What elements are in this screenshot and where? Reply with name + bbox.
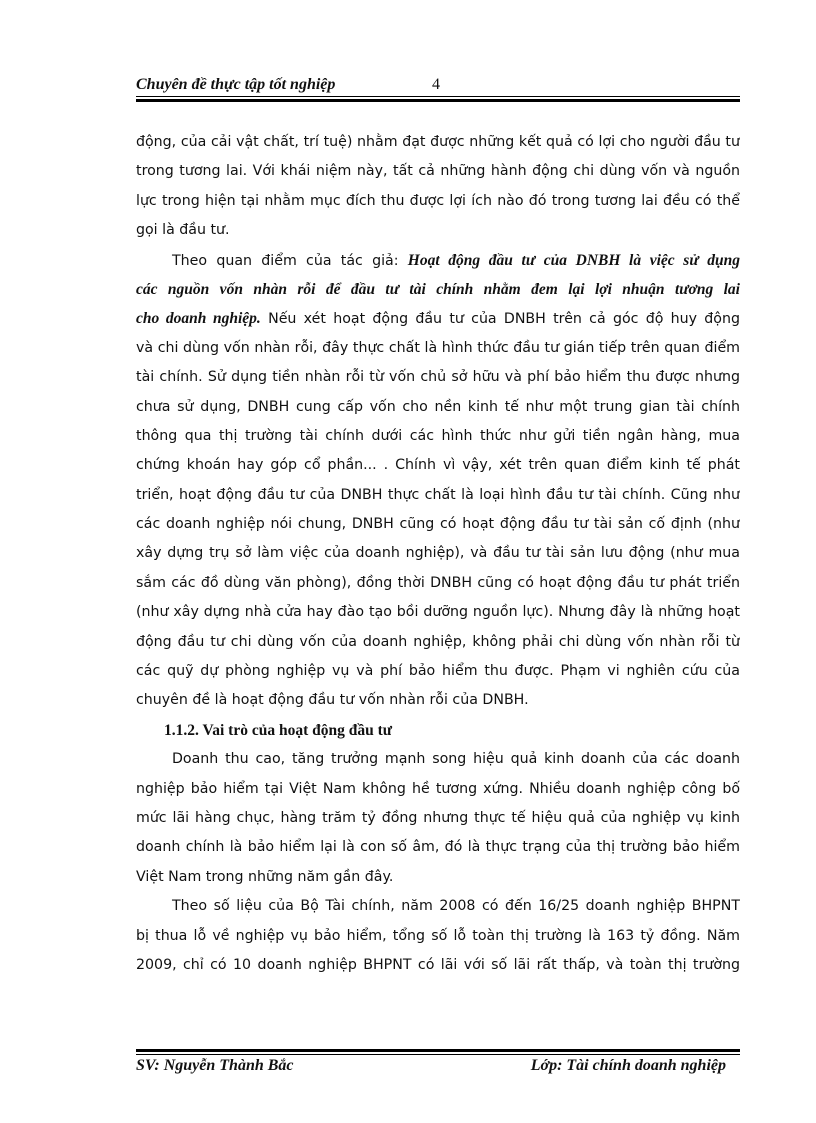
footer-rule-thin (136, 1054, 740, 1055)
header-rule-thin (136, 96, 740, 97)
body-line: động, của cải vật chất, trí tuệ) nhằm đạt được những kết quả có lợi cho người đầu tư (136, 134, 740, 150)
page-footer (136, 1057, 740, 1079)
body-line: nghiệp bảo hiểm tại Việt Nam không hề tương xứng. Nhiều doanh nghiệp công bố (136, 780, 740, 797)
document-body (136, 128, 740, 980)
body-line: và chi dùng vốn nhàn rỗi, đây thực chất là hình thức đầu tư gián tiếp trên quan điểm (136, 339, 740, 356)
body-line: thông qua thị trường tài chính dưới các hình thức như gửi tiền ngân hàng, mua (136, 427, 740, 444)
document-title: Chuyên đề thực tập tốt nghiệp (136, 76, 336, 93)
body-line: chuyên đề là hoạt động đầu tư vốn nhàn rỗi của DNBH. (136, 692, 529, 709)
body-line: các quỹ dự phòng nghiệp vụ và phí bảo hiểm thu được. Phạm vi nghiên cứu của (136, 663, 740, 680)
body-line: gọi là đầu tư. (136, 222, 230, 239)
body-line: tài chính. Sử dụng tiền nhàn rỗi từ vốn chủ sở hữu và phí bảo hiểm thu được nhưng (136, 369, 740, 386)
body-line (136, 246, 740, 275)
body-line: triển, hoạt động đầu tư của DNBH thực chất là loại hình đầu tư tài chính. Cũng như (136, 486, 740, 503)
body-line: chứng khoán hay góp cổ phần... . Chính vì vậy, xét trên quan điểm kinh tế phát (136, 457, 740, 474)
footer-rule-thick (136, 1049, 740, 1052)
body-text-span: Nếu xét hoạt động đầu tư của DNBH trên cả góc độ huy động (260, 311, 740, 328)
definition-line: các nguồn vốn nhàn rỗi để đầu tư tài chính nhằm đem lại lợi nhuận tương lai (136, 280, 740, 298)
definition-emphasis: cho doanh nghiệp. (136, 310, 261, 328)
body-line: trong tương lai. Với khái niệm này, tất cả những hành động chi dùng vốn và nguồn (136, 163, 740, 180)
body-line: Doanh thu cao, tăng trưởng mạnh song hiệu quả kinh doanh của các doanh (172, 751, 740, 768)
body-line: 2009, chỉ có 10 doanh nghiệp BHPNT có lãi với số lãi rất thấp, và toàn thị trường (136, 956, 740, 973)
body-line: xây dựng trụ sở làm việc của doanh nghiệp), và đầu tư tài sản lưu động (như mua (136, 545, 740, 562)
body-line: lực trong hiện tại nhằm mục đích thu được lợi ích nào đó trong tương lai đều có thể (136, 192, 740, 209)
body-line (136, 304, 740, 333)
body-line: các doanh nghiệp nói chung, DNBH cũng có hoạt động đầu tư tài sản cố định (như (136, 516, 740, 533)
body-line: chưa sử dụng, DNBH cung cấp vốn cho nền kinh tế như một trung gian tài chính (136, 398, 740, 415)
body-line: sắm các đồ dùng văn phòng), đồng thời DNBH cũng có hoạt động đầu tư phát triển (136, 574, 740, 591)
body-text-span: Theo quan điểm của tác giả: (172, 252, 399, 269)
body-line: bị thua lỗ về nghiệp vụ bảo hiểm, tổng số lỗ toàn thị trường là 163 tỷ đồng. Năm (136, 927, 740, 944)
body-line: Việt Nam trong những năm gần đây. (136, 868, 394, 885)
body-line: động đầu tư chi dùng vốn của doanh nghiệp, không phải chi dùng vốn nhàn rỗi từ (136, 633, 740, 650)
body-line: mức lãi hàng chục, hàng trăm tỷ đồng nhưng thực tế hiệu quả của nghiệp vụ kinh (136, 809, 740, 826)
class-name: Lớp: Tài chính doanh nghiệp (530, 1057, 726, 1074)
body-line: Theo số liệu của Bộ Tài chính, năm 2008 có đến 16/25 doanh nghiệp BHPNT (172, 898, 740, 915)
definition-emphasis: Hoạt động đầu tư của DNBH là việc sử dụng (407, 251, 740, 269)
page-number: 4 (432, 76, 440, 93)
body-line: (như xây dựng nhà cửa hay đào tạo bồi dưỡng nguồn lực). Nhưng đây là những hoạt (136, 604, 740, 621)
header-rule-thick (136, 99, 740, 102)
student-name: SV: Nguyễn Thành Bắc (136, 1057, 294, 1074)
body-line: doanh chính là bảo hiểm lại là con số âm, đó là thực trạng của thị trường bảo hiểm (136, 839, 740, 856)
section-heading: 1.1.2. Vai trò của hoạt động đầu tư (164, 721, 393, 739)
page-header (136, 74, 740, 96)
